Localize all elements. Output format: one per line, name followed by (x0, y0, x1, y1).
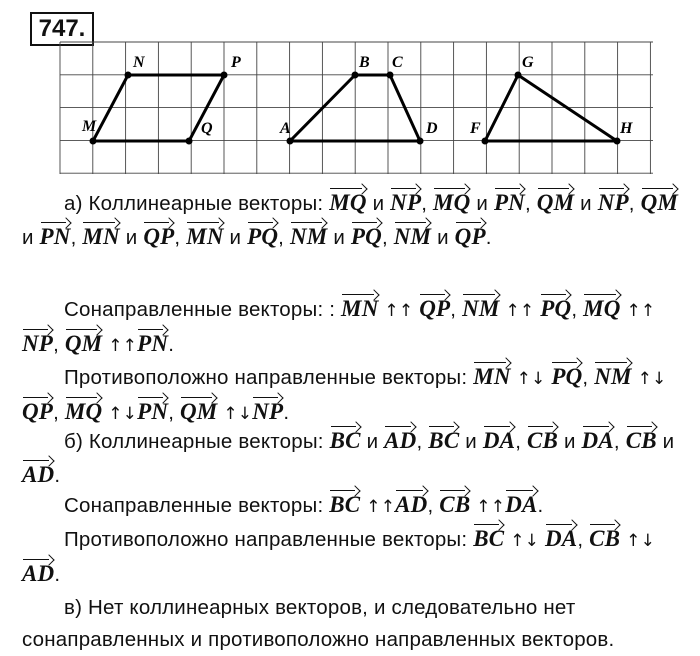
label-c: C (392, 54, 403, 71)
label-f: F (470, 120, 481, 137)
label-p: P (231, 54, 241, 71)
label-d: D (426, 120, 438, 137)
part-b-codirected: Сонаправленные векторы: BC ↑↑AD, CB ↑↑DA. (22, 488, 682, 523)
part-b-opposite: Противоположно направленные векторы: BC ↑↓ DA, CB ↑↓AD. (22, 522, 682, 591)
label-a: A (280, 120, 291, 137)
label-n: N (133, 54, 145, 71)
part-a-collinear: а) Коллинеарные векторы: MQ и NP, MQ и PN, QM и NP, QM и PN, MN и QP, MN и PQ, NM и PQ, NM и QP. (22, 186, 682, 254)
part-a-opposite: Противоположно направленные векторы: MN ↑↓ PQ, NM ↑↓QP, MQ ↑↓PN, QM ↑↓NP. (22, 360, 682, 430)
grid-lines (60, 42, 653, 174)
part-a-codirected: Сонаправленные векторы: : MN ↑↑ QP, NM ↑↑ PQ, MQ ↑↑NP, QM ↑↑PN. (22, 292, 682, 362)
label-b: B (359, 54, 370, 71)
label-g: G (522, 54, 534, 71)
part-c: в) Нет коллинеарных векторов, и следовательно нет сонаправленных и противоположно направленных векторов. (22, 596, 615, 651)
figure-grid (0, 0, 700, 180)
label-q: Q (201, 120, 213, 137)
part-b-collinear: б) Коллинеарные векторы: BC и AD, BC и DA, CB и DA, CB и AD. (22, 424, 682, 492)
label-m: M (82, 118, 97, 135)
label-h: H (620, 120, 633, 137)
problem-number: 747. (30, 12, 94, 46)
